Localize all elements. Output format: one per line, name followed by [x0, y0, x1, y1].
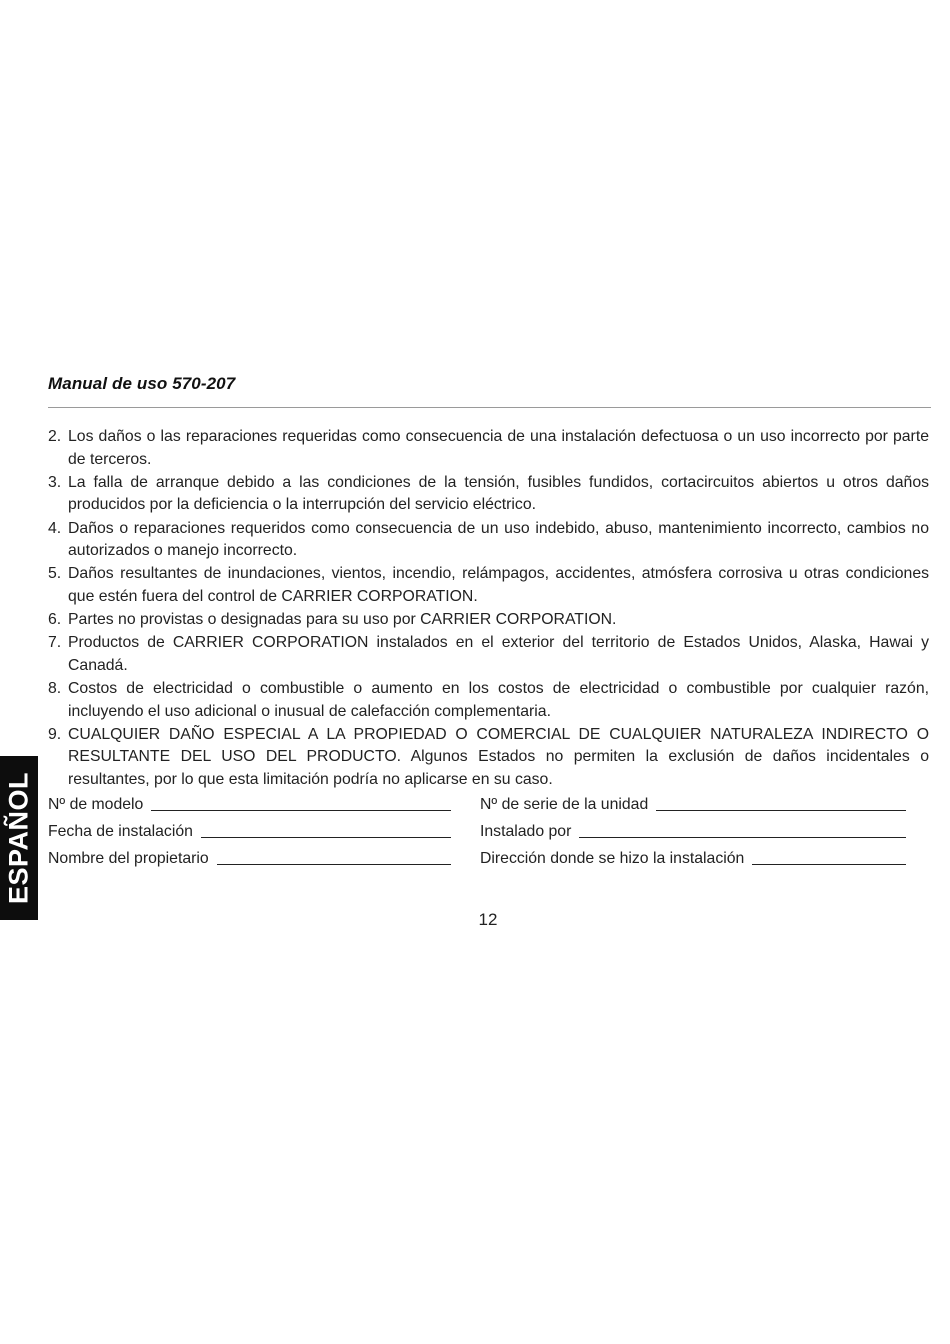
install-address-blank[interactable] — [752, 845, 906, 865]
list-item-text: Productos de CARRIER CORPORATION instalados en el exterior del territorio de Estados Unidos, Alaska, Hawai y Canadá. — [68, 634, 929, 674]
serial-number-blank[interactable] — [656, 791, 906, 811]
page-title: Manual de uso 570-207 — [48, 374, 236, 393]
list-item-number: 3. — [48, 473, 62, 491]
list-item-number: 6. — [48, 611, 62, 629]
install-date-label: Fecha de instalación — [48, 823, 193, 840]
list-item-text: Costos de electricidad o combustible o aumento en los costos de electricidad o combustible por cualquier razón, incluyendo el uso adicional o inusual de calefacción complementaria. — [68, 680, 929, 720]
serial-number-label: Nº de serie de la unidad — [480, 796, 649, 813]
list-item-text: CUALQUIER DAÑO ESPECIAL A LA PROPIEDAD O COMERCIAL DE CUALQUIER NATURALEZA INDIRECTO O RESULTANTE DEL USO DEL PRODUCTO. Algunos Estados no permiten la exclusión de daños incidentales o resultantes, por lo que esta limitación podría no aplicarse en su caso. — [68, 725, 929, 789]
model-number-blank[interactable] — [151, 791, 451, 811]
form-row — [48, 790, 908, 817]
owner-name-blank[interactable] — [217, 845, 451, 865]
install-date-blank[interactable] — [201, 818, 451, 838]
list-item-number: 5. — [48, 565, 62, 583]
owner-name-label: Nombre del propietario — [48, 850, 209, 867]
form-row — [48, 844, 908, 871]
exclusions-list — [48, 426, 929, 792]
serial-number-field[interactable] — [480, 790, 906, 814]
install-address-field[interactable] — [480, 844, 906, 868]
installed-by-field[interactable] — [480, 817, 906, 841]
list-item-number: 9. — [48, 725, 62, 743]
installation-record-form — [48, 790, 908, 871]
list-item — [48, 426, 929, 471]
list-item — [48, 518, 929, 563]
page-number: 12 — [478, 910, 498, 929]
list-item-text: Daños o reparaciones requeridos como consecuencia de un uso indebido, abuso, mantenimiento incorrecto, cambios no autorizados o manejo incorrecto. — [68, 519, 929, 560]
list-item — [48, 472, 929, 517]
header-divider — [48, 407, 931, 408]
list-item — [48, 563, 929, 608]
list-item-text: Daños resultantes de inundaciones, vientos, incendio, relámpagos, accidentes, atmósfera corrosiva u otras condiciones que estén fuera del control de CARRIER CORPORATION. — [68, 565, 929, 605]
model-number-label: Nº de modelo — [48, 796, 144, 813]
installed-by-label: Instalado por — [480, 823, 572, 840]
install-date-field[interactable] — [48, 817, 451, 841]
language-side-tab — [0, 756, 38, 920]
list-item-number: 8. — [48, 680, 62, 698]
model-number-field[interactable] — [48, 790, 451, 814]
owner-name-field[interactable] — [48, 844, 451, 868]
list-item-number: 4. — [48, 519, 62, 537]
list-item-text: Partes no provistas o designadas para su uso por CARRIER CORPORATION. — [68, 611, 617, 629]
list-item-number: 7. — [48, 634, 62, 652]
installed-by-blank[interactable] — [579, 818, 906, 838]
list-item — [48, 609, 929, 632]
list-item — [48, 678, 929, 723]
list-item-text: La falla de arranque debido a las condiciones de la tensión, fusibles fundidos, cortacircuitos abiertos u otros daños producidos por la deficiencia o la interrupción del servicio eléctrico. — [68, 473, 929, 514]
install-address-label: Dirección donde se hizo la instalación — [480, 850, 745, 867]
list-item-number: 2. — [48, 428, 62, 445]
list-item-text: Los daños o las reparaciones requeridas como consecuencia de una instalación defectuosa o un uso incorrecto por parte de terceros. — [68, 428, 929, 468]
list-item — [48, 724, 929, 792]
language-side-tab-label: ESPAÑOL — [3, 771, 34, 905]
form-row — [48, 817, 908, 844]
list-item — [48, 632, 929, 677]
